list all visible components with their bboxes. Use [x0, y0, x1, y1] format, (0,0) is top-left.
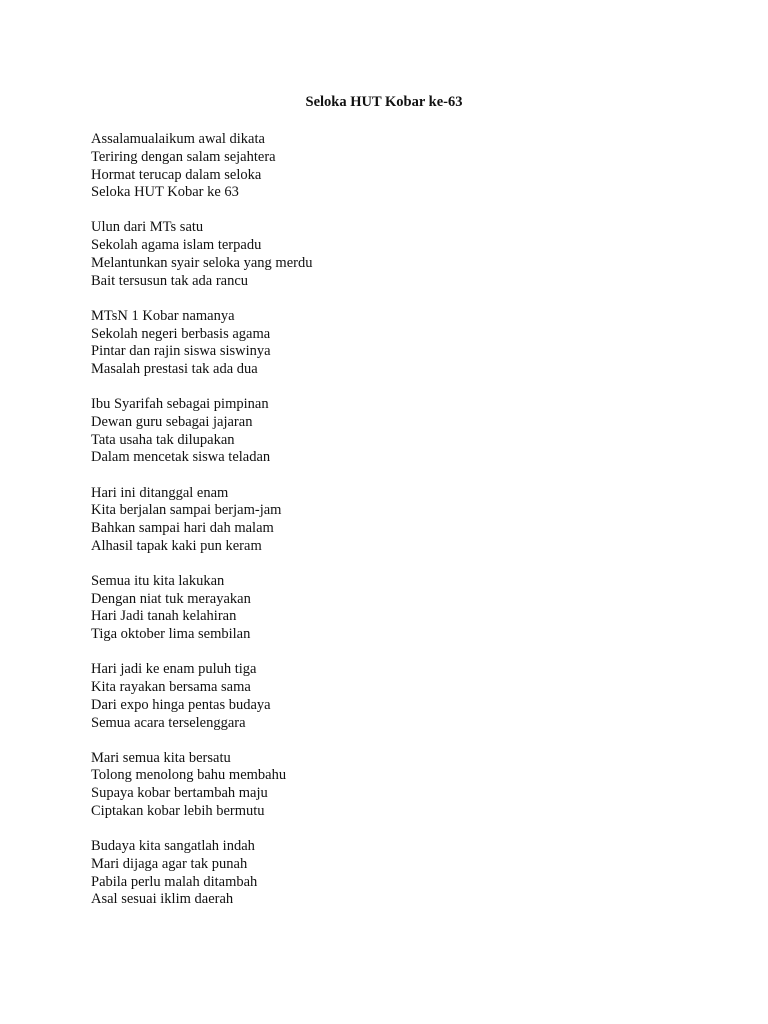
poem-line: Budaya kita sangatlah indah	[91, 838, 255, 855]
poem-line: Semua acara terselenggara	[91, 714, 246, 731]
poem-line: Pintar dan rajin siswa siswinya	[91, 343, 271, 360]
poem-line: Bait tersusun tak ada rancu	[91, 272, 249, 289]
poem-line: Dalam mencetak siswa teladan	[91, 449, 271, 466]
stanza-4	[91, 396, 651, 467]
stanza-1	[91, 131, 651, 202]
poem-line: Mari semua kita bersatu	[91, 749, 231, 766]
poem-line: Masalah prestasi tak ada dua	[91, 361, 258, 378]
poem-line: Melantunkan syair seloka yang merdu	[91, 254, 313, 271]
poem-line: Tiga oktober lima sembilan	[91, 626, 251, 643]
stanza-2	[91, 219, 651, 290]
poem-line: Semua itu kita lakukan	[91, 572, 225, 589]
poem-line: Dewan guru sebagai jajaran	[91, 413, 253, 430]
poem-line: Alhasil tapak kaki pun keram	[91, 537, 262, 554]
poem-line: Ulun dari MTs satu	[91, 219, 204, 236]
poem-line: Kita rayakan bersama sama	[91, 679, 251, 696]
poem-line: Sekolah negeri berbasis agama	[91, 325, 271, 342]
poem-line: Hari Jadi tanah kelahiran	[91, 608, 237, 625]
poem-line: Hari jadi ke enam puluh tiga	[91, 661, 257, 678]
poem-line: Tata usaha tak dilupakan	[91, 431, 235, 448]
poem-line: Hari ini ditanggal enam	[91, 484, 229, 501]
poem-line: Supaya kobar bertambah maju	[91, 785, 268, 802]
stanza-3	[91, 308, 651, 379]
poem-line: Asal sesuai iklim daerah	[91, 891, 234, 908]
poem-line: Mari dijaga agar tak punah	[91, 855, 248, 872]
stanza-8	[91, 750, 651, 821]
poem-line: Kita berjalan sampai berjam-jam	[91, 502, 282, 519]
poem-line: Ciptakan kobar lebih bermutu	[91, 802, 265, 819]
poem-line: Pabila perlu malah ditambah	[91, 873, 258, 890]
poem-line: Hormat terucap dalam seloka	[91, 166, 262, 183]
poem-line: Dari expo hinga pentas budaya	[91, 696, 271, 713]
poem-line: Bahkan sampai hari dah malam	[91, 520, 274, 537]
stanza-9	[91, 838, 651, 909]
poem-line: Tolong menolong bahu membahu	[91, 767, 287, 784]
poem-line: MTsN 1 Kobar namanya	[91, 307, 235, 324]
poem-line: Assalamualaikum awal dikata	[91, 131, 265, 147]
document-title: Seloka HUT Kobar ke-63	[305, 94, 463, 110]
poem-line: Seloka HUT Kobar ke 63	[91, 184, 239, 201]
stanza-6	[91, 573, 651, 644]
poem-line: Teriring dengan salam sejahtera	[91, 148, 276, 165]
poem-body	[91, 131, 651, 927]
poem-line: Sekolah agama islam terpadu	[91, 237, 262, 254]
poem-line: Ibu Syarifah sebagai pimpinan	[91, 396, 269, 413]
stanza-5	[91, 485, 651, 556]
poem-line: Dengan niat tuk merayakan	[91, 590, 251, 607]
stanza-7	[91, 661, 651, 732]
